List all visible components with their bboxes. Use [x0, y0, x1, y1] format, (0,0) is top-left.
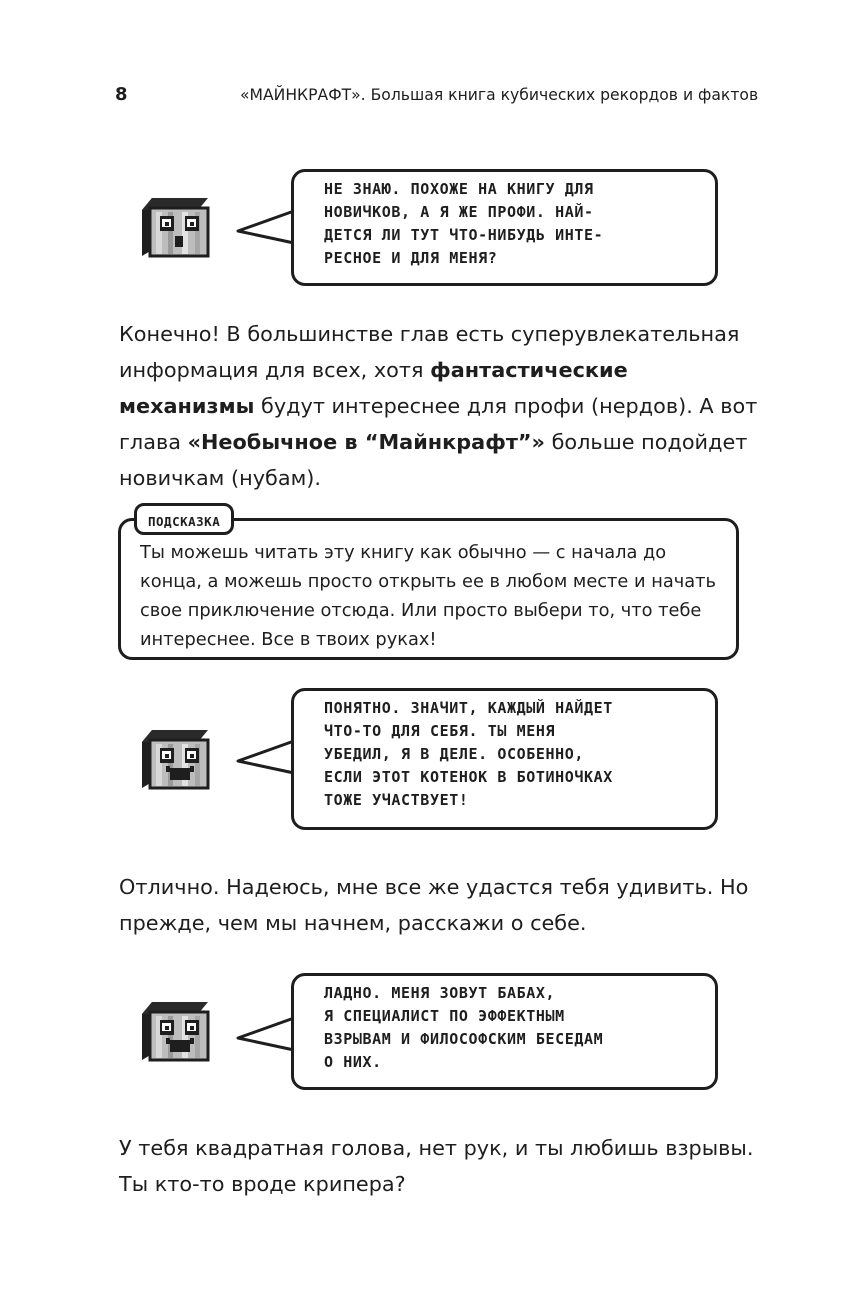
- creeper-smiling-icon: [138, 1000, 214, 1066]
- page-number: 8: [115, 84, 128, 105]
- paragraph-text: больше подойдет новичкам (нубам).: [119, 430, 748, 490]
- bubble-line: ЕСЛИ ЭТОТ КОТЕНОК В БОТИНОЧКАХ: [324, 768, 613, 786]
- bubble-line: ЛАДНО. МЕНЯ ЗОВУТ БАБАХ,: [324, 984, 556, 1002]
- bubble-line: ТОЖЕ УЧАСТВУЕТ!: [324, 791, 469, 809]
- running-title: «МАЙНКРАФТ». Большая книга кубических рекордов и фактов: [240, 86, 759, 104]
- bubble-line: НОВИЧКОВ, А Я ЖЕ ПРОФИ. НАЙ-: [324, 203, 594, 221]
- bold-term: фантастические механизмы: [119, 358, 628, 418]
- paragraph: Отлично. Надеюсь, мне все же удастся тебя удивить. Но прежде, чем мы начнем, расскажи о себе.: [119, 875, 749, 935]
- bubble-line: ВЗРЫВАМ И ФИЛОСОФСКИМ БЕСЕДАМ: [324, 1030, 604, 1048]
- speech-bubble-tail: [236, 207, 296, 247]
- bubble-line: НЕ ЗНАЮ. ПОХОЖЕ НА КНИГУ ДЛЯ: [324, 180, 594, 198]
- bold-chapter-title: «Необычное в “Майнкрафт”»: [187, 430, 545, 454]
- bubble-line: УБЕДИЛ, Я В ДЕЛЕ. ОСОБЕННО,: [324, 745, 585, 763]
- paragraph: [119, 316, 759, 496]
- bubble-line: РЕСНОЕ И ДЛЯ МЕНЯ?: [324, 249, 498, 267]
- creeper-smiling-icon: [138, 728, 214, 794]
- speech-bubble: [291, 688, 718, 830]
- creeper-surprised-icon: [138, 196, 214, 262]
- bubble-line: ПОНЯТНО. ЗНАЧИТ, КАЖДЫЙ НАЙДЕТ: [324, 699, 613, 717]
- speech-bubble-tail: [236, 737, 296, 777]
- tip-label: ПОДСКАЗКА: [134, 503, 234, 535]
- tip-text: Ты можешь читать эту книгу как обычно — с начала до конца, а можешь просто открыть ее в любом месте и начать свое приключение отсюда. Или просто выбери то, что тебе интереснее. Все в твоих руках!: [140, 542, 716, 650]
- paragraph-text: будут интереснее для профи (нердов). А вот глава: [119, 394, 758, 454]
- bubble-line: О НИХ.: [324, 1053, 382, 1071]
- bubble-line: Я СПЕЦИАЛИСТ ПО ЭФФЕКТНЫМ: [324, 1007, 565, 1025]
- speech-bubble: [291, 973, 718, 1090]
- bubble-line: ДЕТСЯ ЛИ ТУТ ЧТО-НИБУДЬ ИНТЕ-: [324, 226, 604, 244]
- speech-bubble: [291, 169, 718, 286]
- speech-bubble-tail: [236, 1014, 296, 1054]
- paragraph-text: Конечно! В большинстве глав есть суперувлекательная информация для всех, хотя: [119, 322, 740, 382]
- paragraph: У тебя квадратная голова, нет рук, и ты любишь взрывы. Ты кто-то вроде крипера?: [119, 1136, 754, 1196]
- bubble-line: ЧТО-ТО ДЛЯ СЕБЯ. ТЫ МЕНЯ: [324, 722, 556, 740]
